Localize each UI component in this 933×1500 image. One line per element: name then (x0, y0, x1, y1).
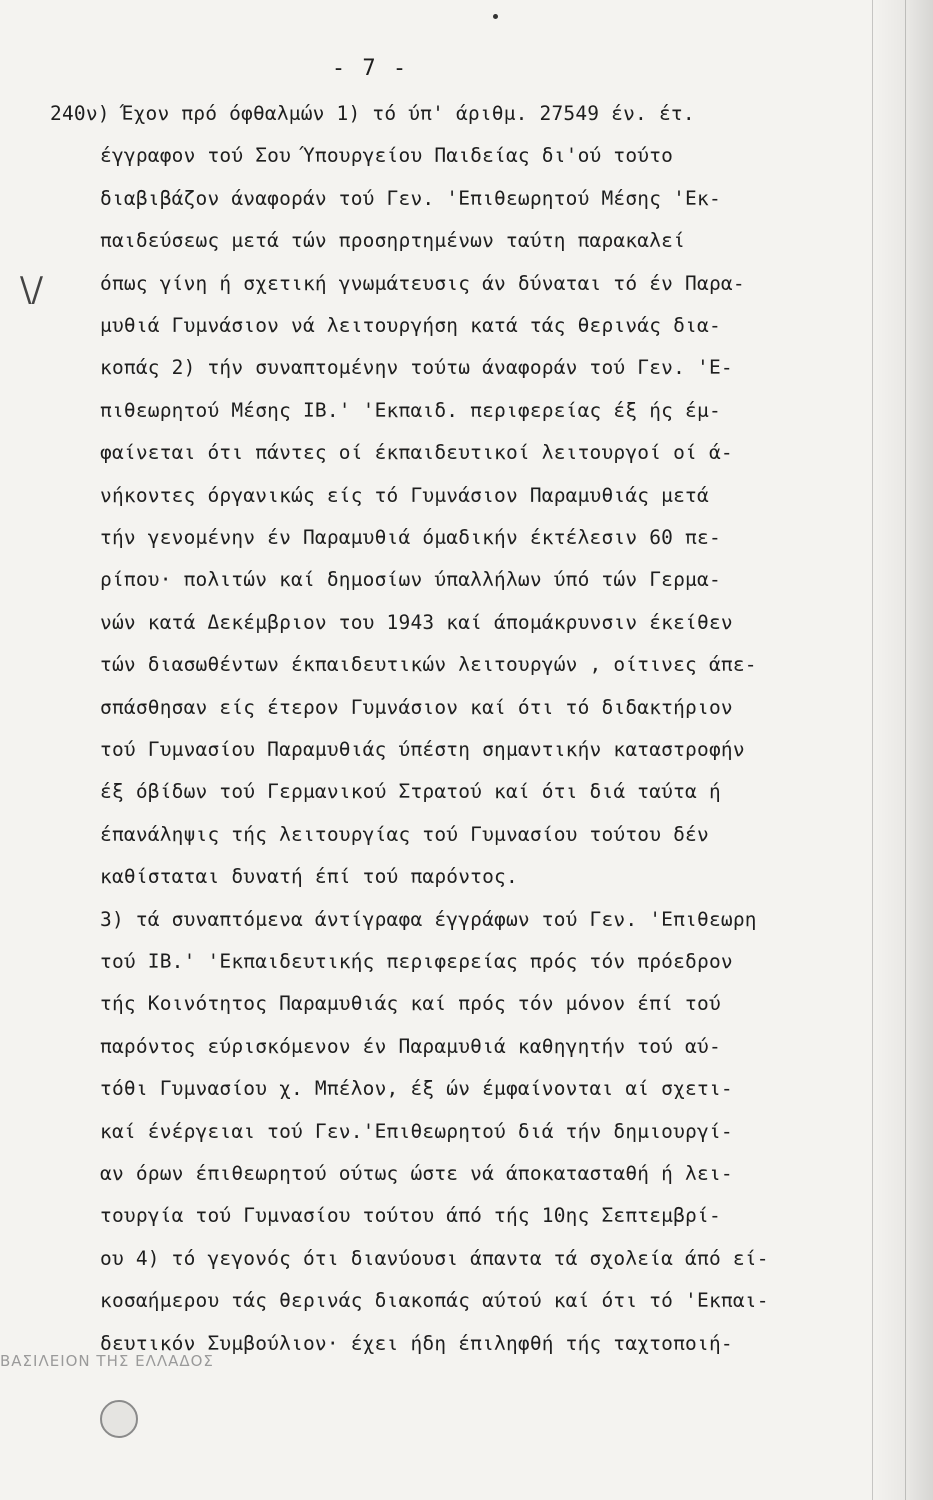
text-line: 3) τά συναπτόμενα άντίγραφα έγγράφων τού Γεν. 'Επιθεωρη (100, 907, 757, 931)
text-line: τόθι Γυμνασίου χ. Μπέλον, έξ ών έμφαίνονται αί σχετι- (100, 1077, 733, 1101)
text-line: καθίσταται δυνατή έπί τού παρόντος. (100, 865, 518, 889)
text-line: τού Γυμνασίου Παραμυθιάς ύπέστη σημαντικήν καταστροφήν (100, 738, 745, 761)
text-line: έγγραφον τού Σου Ύπουργείου Παιδείας δι'ού τούτο (100, 144, 674, 168)
edge-line (872, 0, 873, 1500)
text-line: ου 4) τό γεγονός ότι διανύουσι άπαντα τά σχολεία άπό εί- (100, 1246, 769, 1270)
text-line: τής Κοινότητος Παραμυθιάς καί πρός τόν μόνον έπί τού (100, 992, 721, 1016)
edge-line (905, 0, 906, 1500)
text-line: τού ΙΒ.' 'Εκπαιδευτικής περιφερείας πρός τόν πρόεδρον (100, 950, 733, 973)
ink-dot (493, 14, 498, 19)
text-line: δευτικόν Συμβούλιον· έχει ήδη έπιληφθή τής ταχτοποιή- (100, 1331, 733, 1355)
text-line: διαβιβάζον άναφοράν τού Γεν. 'Επιθεωρητού Μέσης 'Εκ- (100, 186, 721, 210)
text-line: όπως γίνη ή σχετική γνωμάτευσις άν δύναται τό έν Παρα- (100, 271, 745, 295)
text-line: αν όρων έπιθεωρητού ούτως ώστε νά άποκατασταθή ή λει- (100, 1162, 733, 1185)
text-line: παρόντος εύρισκόμενον έν Παραμυθιά καθηγητήν τού αύ- (100, 1034, 721, 1058)
text-line: πιθεωρητού Μέσης ΙΒ.' 'Εκπαιδ. περιφερείας έξ ής έμ- (100, 398, 721, 422)
text-line: τών διασωθέντων έκπαιδευτικών λειτουργών , οίτινες άπε- (100, 653, 757, 677)
margin-tick-mark: \/ (20, 270, 43, 310)
page-edge-shadow (871, 0, 933, 1500)
text-line: νήκοντες όργανικώς είς τό Γυμνάσιον Παραμυθιάς μετά (100, 483, 709, 507)
text-line: νών κατά Δεκέμβριον του 1943 καί άπομάκρυνσιν έκείθεν (100, 610, 733, 634)
text-line: παιδεύσεως μετά τών προσηρτημένων ταύτη παρακαλεί (100, 229, 686, 253)
text-line: έπανάληψις τής λειτουργίας τού Γυμνασίου τούτου δέν (100, 822, 709, 846)
text-line: φαίνεται ότι πάντες οί έκπαιδευτικοί λειτουργοί οί ά- (100, 441, 733, 465)
text-line: κοπάς 2) τήν συναπτομένην τούτω άναφοράν τού Γεν. 'Ε- (100, 356, 733, 380)
text-line: καί ένέργειαι τού Γεν.'Επιθεωρητού διά τήν δημιουργί- (100, 1119, 733, 1143)
page-number: - 7 - (331, 56, 409, 81)
bleed-through-stamp: ΒΑΣΙΛΕΙΟΝ ΤΗΣ ΕΛΛΑΔΟΣ (0, 1352, 214, 1370)
text-line: κοσαήμερου τάς θερινάς διακοπάς αύτού καί ότι τό 'Εκπαι- (100, 1289, 769, 1313)
text-line: τήν γενομένην έν Παραμυθιά όμαδικήν έκτέλεσιν 60 πε- (100, 526, 721, 549)
text-line: έξ όβίδων τού Γερμανικού Στρατού καί ότι διά ταύτα ή (100, 780, 721, 804)
text-line: ρίπου· πολιτών καί δημοσίων ύπαλλήλων ύπό τών Γερμα- (100, 568, 721, 592)
text-line: μυθιά Γυμνάσιον νά λειτουργήση κατά τάς θερινάς δια- (100, 314, 721, 337)
seal-stamp (100, 1400, 138, 1438)
text-line: σπάσθησαν είς έτερον Γυμνάσιον καί ότι τό διδακτήριον (100, 695, 733, 719)
text-line: 240ν) Έχον πρό όφθαλμών 1) τό ύπ' άριθμ. 27549 έν. έτ. (50, 102, 695, 125)
text-line: τουργία τού Γυμνασίου τούτου άπό τής 10ης Σεπτεμβρί- (100, 1204, 721, 1228)
